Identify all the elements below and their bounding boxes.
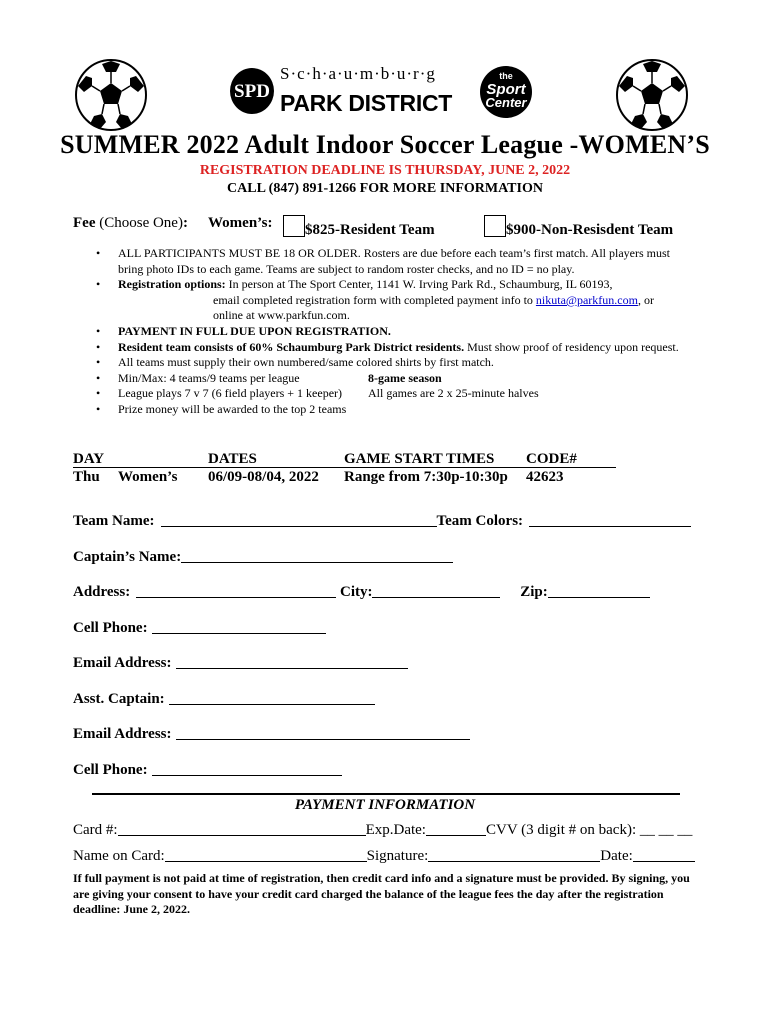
- row-times: Range from 7:30p-10:30p: [344, 469, 508, 485]
- card-input[interactable]: [118, 821, 366, 836]
- email1-label: Email Address:: [73, 655, 172, 671]
- city-input[interactable]: [372, 583, 500, 598]
- email2-row: [73, 725, 470, 743]
- city-label: City:: [339, 584, 373, 600]
- nonresident-checkbox[interactable]: [484, 215, 506, 237]
- nonresident-option-label: $900-Non-Resisdent Team: [506, 222, 674, 238]
- badge-line2: Sport: [486, 81, 526, 98]
- bullet-participants: • ALL PARTICIPANTS MUST BE 18 OR OLDER. Rosters are due before each team’s first match. All players must bring photo IDs to each game. Teams are subject to random roster checks, and no ID = no play.: [96, 246, 696, 277]
- address-label: Address:: [73, 584, 131, 600]
- captain-input[interactable]: [181, 548, 453, 563]
- sport-center-badge: [480, 66, 532, 118]
- spd-emblem-icon: [228, 66, 276, 116]
- resident-option-label: $825-Resident Team: [305, 222, 435, 238]
- fee-option-resident[interactable]: [283, 215, 435, 239]
- registration-deadline: REGISTRATION DEADLINE IS THURSDAY, JUNE 2, 2022: [199, 163, 571, 178]
- card-row: [73, 821, 703, 839]
- captain-row: [73, 548, 453, 566]
- payment-divider: [92, 793, 680, 795]
- row-dates: 06/09-08/04, 2022: [208, 469, 319, 485]
- payment-title: PAYMENT INFORMATION: [294, 797, 476, 813]
- team-name-label: Team Name:: [73, 513, 155, 529]
- bullet-prize: • Prize money will be awarded to the top 2 teams: [96, 402, 696, 418]
- resident-checkbox[interactable]: [283, 215, 305, 237]
- address-row: [73, 583, 650, 601]
- bullet-minmax: • Min/Max: 4 teams/9 teams per league 8-game season: [96, 371, 696, 387]
- signature-label: Signature:: [366, 848, 429, 864]
- asst-label: Asst. Captain:: [73, 691, 165, 707]
- email2-label: Email Address:: [73, 726, 172, 742]
- footer-note: If full payment is not paid at time of registration, then credit card info and a signature must be provided. By signing, you are giving your consent to have your credit card charged the balance of the league fees the day after the registration deadline: June 2, 2022.: [73, 871, 690, 916]
- header-day: DAY: [73, 451, 105, 467]
- signature-input[interactable]: [428, 847, 600, 862]
- header-times: GAME START TIMES: [344, 451, 495, 467]
- fee-option-nonresident[interactable]: [484, 215, 673, 239]
- date-input[interactable]: [633, 847, 695, 862]
- bullet-resident: • Resident team consists of 60% Schaumburg Park District residents. Must show proof of residency upon request.: [96, 340, 696, 356]
- fee-choose: (Choose One): [99, 215, 183, 231]
- asst-row: [73, 690, 375, 708]
- soccer-ball-right-icon: [615, 58, 689, 132]
- header-dates: DATES: [208, 451, 257, 467]
- name-input[interactable]: [165, 847, 367, 862]
- email1-input[interactable]: [176, 654, 408, 669]
- soccer-ball-left-icon: [74, 58, 148, 132]
- team-name-row: [73, 512, 691, 530]
- name-label: Name on Card:: [73, 848, 165, 864]
- exp-label: Exp.Date:: [365, 822, 426, 838]
- svg-text:SPD: SPD: [234, 81, 270, 102]
- cell1-label: Cell Phone:: [73, 620, 148, 636]
- card-label: Card #:: [73, 822, 118, 838]
- badge-line3: Center: [485, 95, 527, 110]
- header-code: CODE#: [526, 451, 577, 467]
- team-name-input[interactable]: [161, 512, 437, 527]
- name-row: [73, 847, 703, 865]
- zip-label: Zip:: [520, 584, 548, 600]
- header-underline: [73, 467, 616, 468]
- badge-line1: the: [499, 71, 513, 81]
- fee-colon: :: [182, 215, 188, 231]
- cell2-row: [73, 761, 342, 779]
- zip-input[interactable]: [548, 583, 650, 598]
- team-colors-input[interactable]: [529, 512, 691, 527]
- fee-label: [73, 215, 188, 232]
- cell1-input[interactable]: [152, 619, 326, 634]
- info-bullets: [96, 246, 696, 418]
- address-input[interactable]: [136, 583, 336, 598]
- park-district-logo: [228, 62, 478, 124]
- logo-bottom-text: PARK DISTRICT: [280, 90, 453, 116]
- team-colors-label: Team Colors:: [436, 513, 524, 529]
- email-link[interactable]: nikuta@parkfun.com: [535, 292, 638, 307]
- asst-input[interactable]: [169, 690, 375, 705]
- logo-top-text: S·c·h·a·u·m·b·u·r·g: [280, 64, 436, 83]
- cvv-label: CVV (3 digit # on back): __ __ __: [485, 822, 693, 838]
- date-label: Date:: [600, 848, 633, 864]
- fee-womens-label: Women’s:: [208, 215, 273, 231]
- row-code: 42623: [526, 469, 564, 485]
- row-day: Thu: [73, 469, 100, 485]
- fee-word: Fee: [73, 215, 96, 231]
- email2-input[interactable]: [176, 725, 470, 740]
- page-title: SUMMER 2022 Adult Indoor Soccer League -WOMEN’S: [60, 130, 710, 159]
- bullet-league-plays: • League plays 7 v 7 (6 field players + 1 keeper) All games are 2 x 25-minute halves: [96, 386, 696, 402]
- row-league: Women’s: [118, 469, 178, 485]
- call-info: CALL (847) 891-1266 FOR MORE INFORMATION: [227, 181, 543, 196]
- exp-input[interactable]: [426, 821, 486, 836]
- cell2-label: Cell Phone:: [73, 762, 148, 778]
- bullet-shirts: • All teams must supply their own numbered/same colored shirts by first match.: [96, 355, 696, 371]
- email1-row: [73, 654, 408, 672]
- captain-label: Captain’s Name:: [73, 549, 182, 565]
- bullet-registration: • Registration options: In person at The Sport Center, 1141 W. Irving Park Rd., Schaumburg, IL 60193, email completed registration form with completed payment info to nikuta@parkfun.com, or online at www.parkfun.com.: [96, 277, 696, 324]
- cell1-row: [73, 619, 326, 637]
- bullet-payment: • PAYMENT IN FULL DUE UPON REGISTRATION.: [96, 324, 696, 340]
- cell2-input[interactable]: [152, 761, 342, 776]
